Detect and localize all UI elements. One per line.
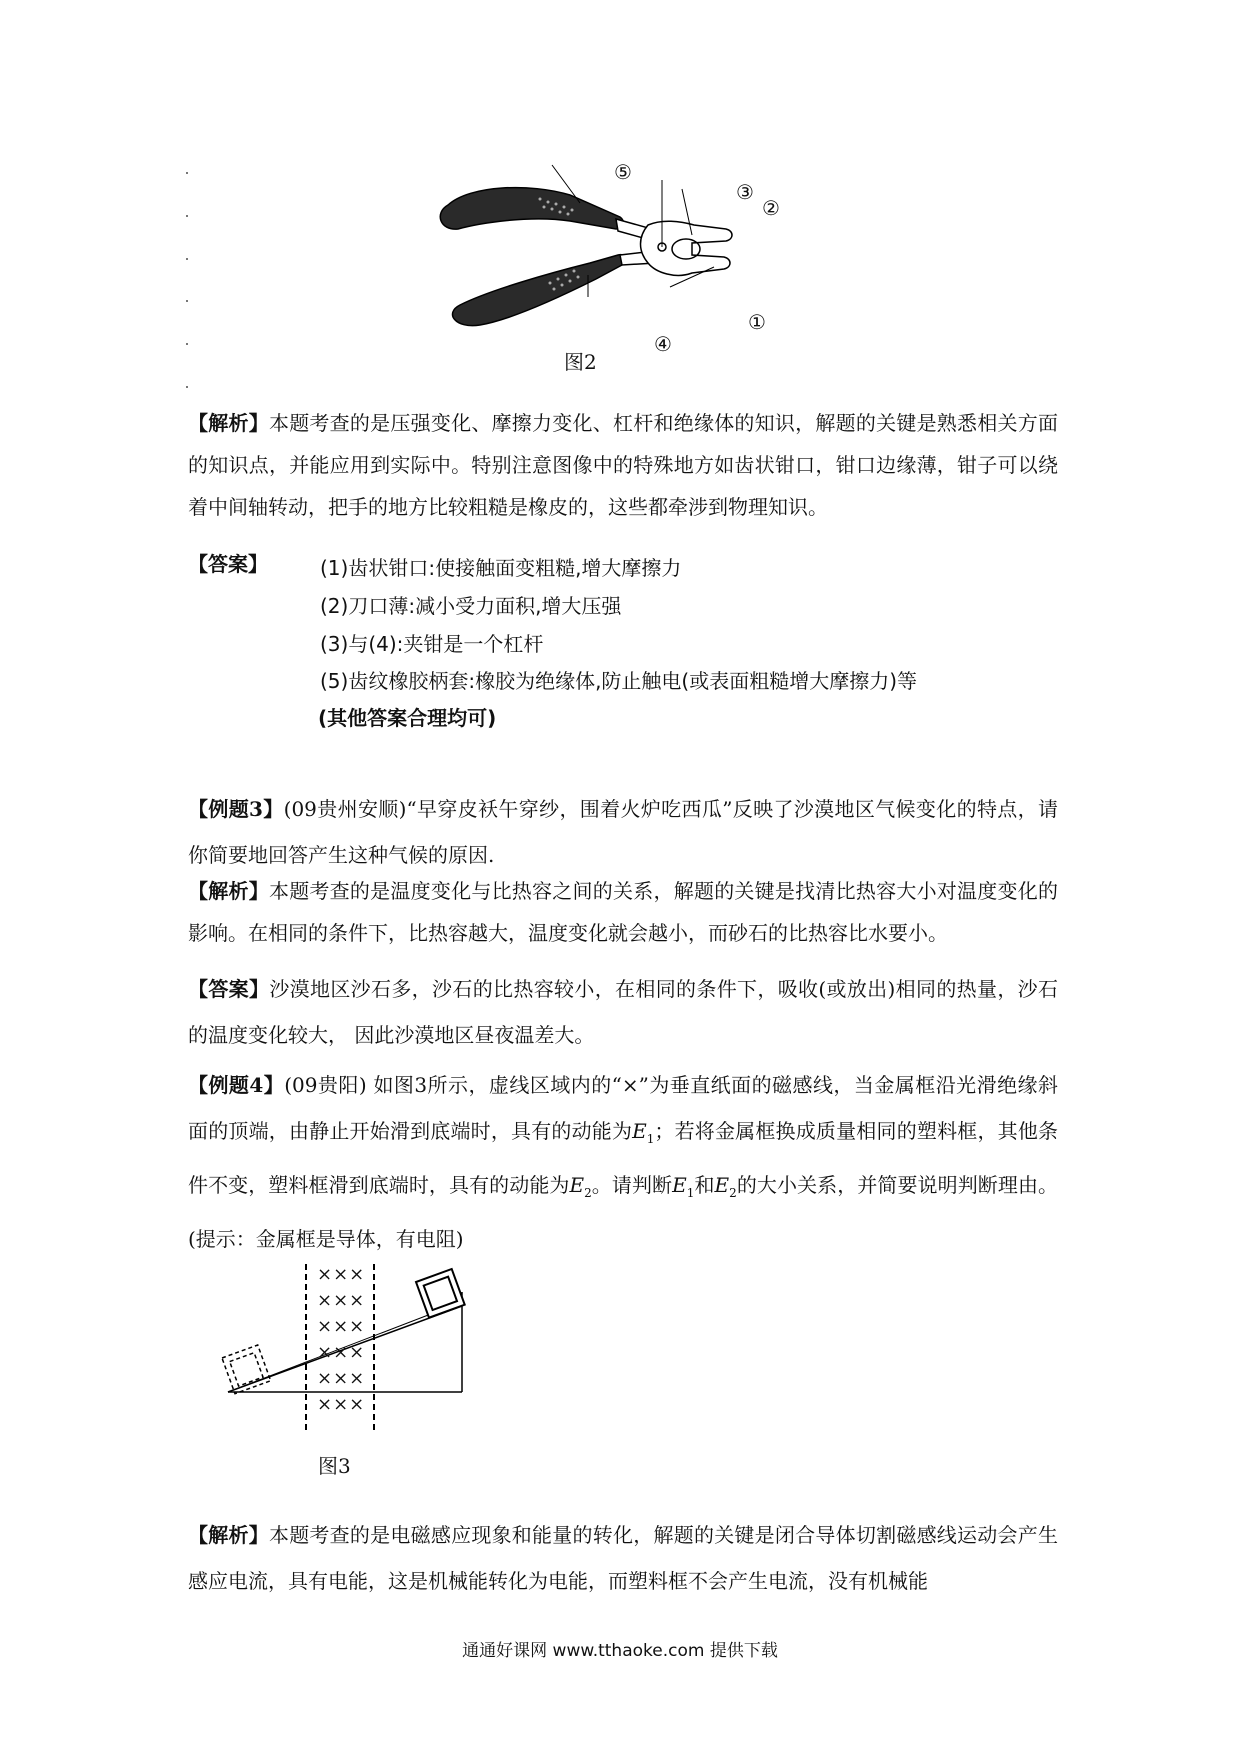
analysis-text: 本题考查的是温度变化与比热容之间的关系，解题的关键是找清比热容大小对温度变化的影响。在相同的条件下，比热容越大，温度变化就会越小，而砂石的比热容比水要小。 [188, 879, 1059, 945]
answer-item: (5)齿纹橡胶柄套:橡胶为绝缘体,防止触电(或表面粗糙增大摩擦力)等 [320, 669, 918, 693]
analysis-3 [188, 870, 1058, 954]
cross-row: ××× [317, 1264, 366, 1285]
example-text: 的大小关系，并简要说明判断理由。(提示：金属框是导体，有电阻) [188, 1173, 1059, 1251]
label-1: ① [748, 310, 766, 334]
margin-mark [186, 215, 188, 217]
answer-text: 沙漠地区沙石多，沙石的比热容较小，在相同的条件下，吸收(或放出)相同的热量，沙石的温度变化较大， 因此沙漠地区昼夜温差大。 [188, 977, 1059, 1047]
magnetic-field-crosses [317, 1262, 365, 1418]
figure-2-caption: 图2 [564, 350, 597, 374]
energy-subscript: 1 [646, 1132, 655, 1146]
cross-row: ××× [317, 1368, 366, 1389]
label-2: ② [762, 196, 780, 220]
answer-label: 【答案】 [188, 977, 270, 1001]
answer-item: (其他答案合理均可) [318, 706, 497, 730]
energy-symbol: E [714, 1173, 730, 1197]
example-text: 。请判断 [591, 1173, 673, 1197]
energy-subscript: 2 [729, 1186, 737, 1200]
margin-mark [186, 386, 188, 388]
analysis-text: 本题考查的是电磁感应现象和能量的转化，解题的关键是闭合导体切割磁感线运动会产生感应电流，具有电能，这是机械能转化为电能，而塑料框不会产生电流，没有机械能 [188, 1523, 1059, 1593]
label-3: ③ [736, 180, 754, 204]
energy-symbol: E [569, 1173, 585, 1197]
answer-item: (3)与(4):夹钳是一个杠杆 [320, 632, 544, 656]
cross-row: ××× [317, 1342, 366, 1363]
analysis-1 [188, 402, 1058, 528]
margin-mark [186, 300, 188, 302]
margin-mark [186, 172, 188, 174]
example-4 [188, 1062, 1058, 1262]
energy-symbol: E [672, 1173, 687, 1197]
analysis-label: 【解析】 [188, 1523, 269, 1547]
example-3 [188, 786, 1058, 878]
example-text: ；若将金属框换成质量相同的塑料框，其他条件不变，塑料框滑到底端时，具有的动能为 [188, 1119, 1059, 1197]
analysis-label: 【解析】 [188, 879, 269, 903]
analysis-label: 【解析】 [188, 411, 269, 435]
figure-3-caption: 图3 [318, 1454, 351, 1478]
example-text: (09贵州安顺)“早穿皮袄午穿纱，围着火炉吃西瓜”反映了沙漠地区气候变化的特点，请你简要地回答产生这种气候的原因. [188, 797, 1058, 867]
example-label: 【例题4】 [188, 1073, 285, 1097]
energy-symbol: E [632, 1119, 647, 1143]
answer-1-label: 【答案】 [188, 552, 268, 576]
answer-3 [188, 966, 1058, 1058]
margin-mark [186, 343, 188, 345]
page-footer: 通通好课网 www.tthaoke.com 提供下载 [462, 1641, 778, 1661]
answer-item: (1)齿状钳口:使接触面变粗糙,增大摩擦力 [320, 556, 682, 580]
cross-row: ××× [317, 1316, 366, 1337]
margin-mark [186, 258, 188, 260]
example-label: 【例题3】 [188, 797, 284, 821]
analysis-4 [188, 1512, 1058, 1604]
energy-subscript: 2 [584, 1186, 592, 1200]
label-5: ⑤ [614, 160, 632, 184]
energy-subscript: 1 [686, 1186, 695, 1200]
answer-item: (2)刀口薄:减小受力面积,增大压强 [320, 594, 622, 618]
analysis-text: 本题考查的是压强变化、摩擦力变化、杠杆和绝缘体的知识，解题的关键是熟悉相关方面的知识点，并能应用到实际中。特别注意图像中的特殊地方如齿状钳口，钳口边缘薄，钳子可以绕着中间轴转动，把手的地方比较粗糙是橡皮的，这些都牵涉到物理知识。 [188, 411, 1059, 519]
label-4: ④ [654, 332, 672, 356]
cross-row: ××× [317, 1290, 366, 1311]
example-text: 和 [694, 1173, 715, 1197]
example-text: (09贵阳) 如图3所示，虚线区域内的“×”为垂直纸面的磁感线，当金属框沿光滑绝缘斜面的顶端，由静止开始滑到底端时，具有的动能为 [188, 1073, 1058, 1143]
cross-row: ××× [317, 1394, 366, 1415]
